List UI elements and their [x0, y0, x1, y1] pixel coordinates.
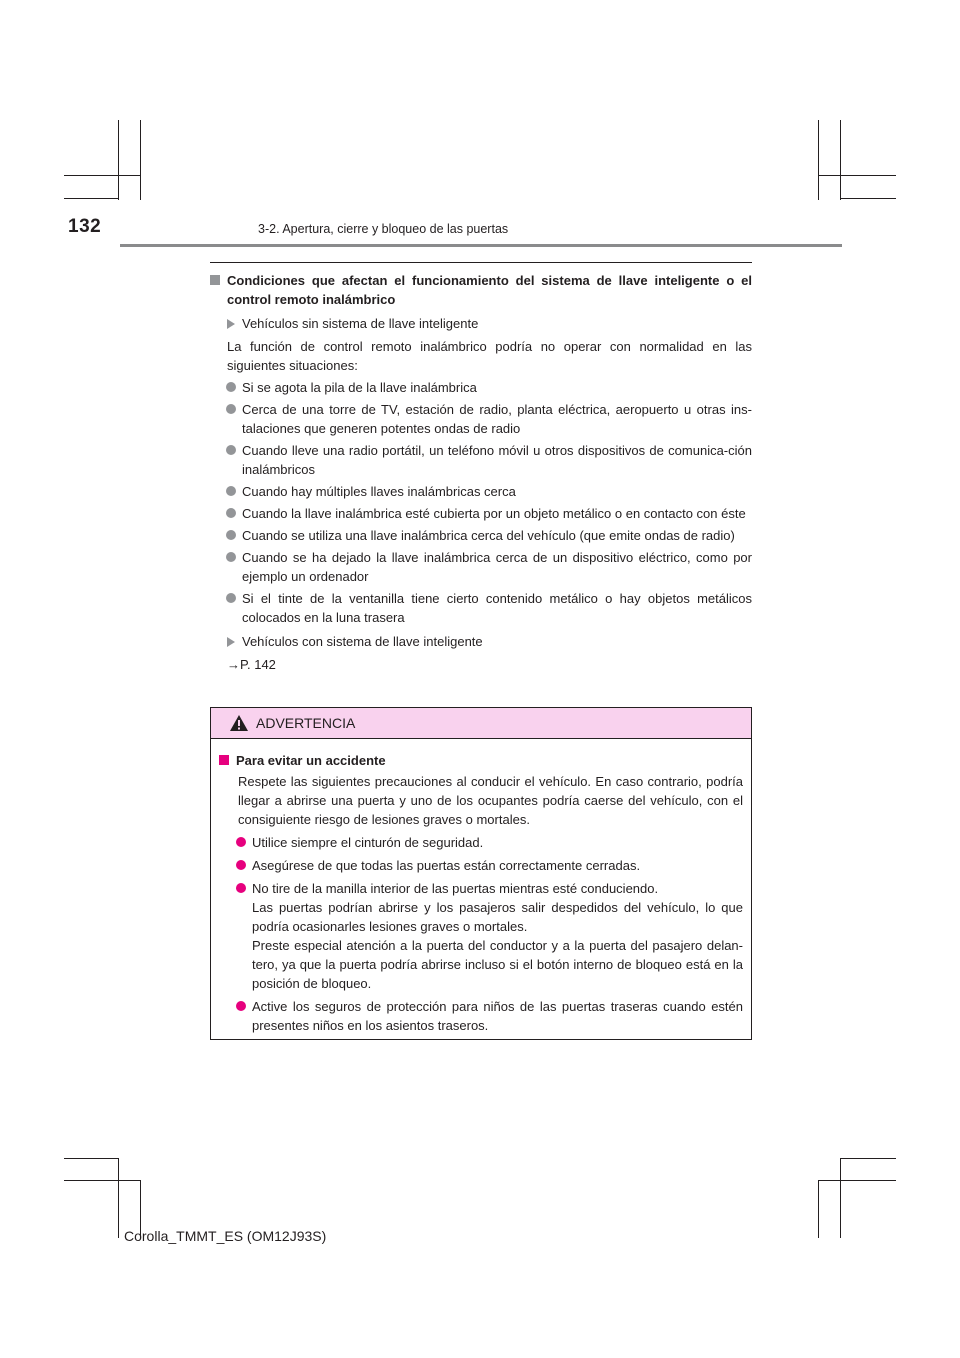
- crop-mark: [840, 198, 896, 199]
- bullet-icon: [226, 530, 236, 540]
- list-item: [210, 589, 752, 627]
- warning-box: [210, 707, 752, 1040]
- divider: [210, 262, 752, 263]
- bullet-icon: [236, 837, 246, 847]
- list-item-text: Preste especial atención a la puerta del conductor y a la puerta del pasajero delan-tero, ya que la puerta podría abrirse incluso si el botón interno de bloqueo está en la posición de bloqueo.: [252, 938, 743, 991]
- subheading: [210, 632, 752, 651]
- list-item: [210, 400, 752, 438]
- list-item-text: Utilice siempre el cinturón de seguridad.: [252, 835, 484, 850]
- crop-mark: [840, 1158, 841, 1238]
- bullet-icon: [226, 382, 236, 392]
- section-title: 3-2. Apertura, cierre y bloqueo de las puertas: [258, 222, 509, 236]
- list-item-text: Cuando lleve una radio portátil, un teléfono móvil u otros dispositivos de comunica-ción inalámbricos: [242, 443, 752, 477]
- triangle-marker-icon: [227, 637, 235, 647]
- crop-mark: [64, 1180, 140, 1181]
- subheading-text: Vehículos con sistema de llave inteligente: [242, 634, 483, 649]
- crop-mark: [818, 175, 896, 176]
- list-item-text: Cuando se ha dejado la llave inalámbrica cerca de un dispositivo eléctrico, como por ejemplo un ordenador: [242, 550, 752, 584]
- header-rule: [120, 244, 842, 247]
- list-item: [210, 482, 752, 501]
- warning-list-item: [219, 833, 743, 852]
- list-item-text: Asegúrese de que todas las puertas están correctamente cerradas.: [252, 858, 641, 873]
- crop-mark: [64, 1158, 119, 1159]
- bullet-icon: [236, 883, 246, 893]
- warning-intro: Respete las siguientes precauciones al conducir el vehículo. En caso contrario, podría llegar a abrirse una puerta y uno de los ocupantes podría caerse del vehículo, con el consiguiente riesgo de lesiones graves o mortales.: [238, 774, 743, 827]
- list-item-text: No tire de la manilla interior de las puertas mientras esté conduciendo.: [252, 881, 659, 896]
- bullet-icon: [236, 1001, 246, 1011]
- warning-heading-text: Para evitar un accidente: [236, 753, 386, 768]
- warning-list-item: [219, 997, 743, 1035]
- warning-title: ADVERTENCIA: [256, 715, 356, 731]
- page-number: 132: [68, 216, 102, 237]
- bullet-icon: [226, 486, 236, 496]
- warning-heading: [219, 751, 743, 770]
- list-item-text: Cuando hay múltiples llaves inalámbricas cerca: [242, 484, 516, 499]
- list-item-text: Si el tinte de la ventanilla tiene cierto contenido metálico o hay objetos metálicos colocados en la luna trasera: [242, 591, 752, 625]
- bullet-icon: [226, 404, 236, 414]
- bullet-icon: [226, 445, 236, 455]
- crop-mark: [840, 120, 841, 200]
- crop-mark: [64, 175, 140, 176]
- warning-list-item: [219, 879, 743, 993]
- list-item: [210, 504, 752, 523]
- intro-paragraph: La función de control remoto inalámbrico podría no operar con normalidad en las siguientes situaciones:: [227, 339, 752, 373]
- triangle-marker-icon: [227, 319, 235, 329]
- bullet-icon: [226, 593, 236, 603]
- crop-mark: [140, 120, 141, 200]
- list-item-text: Las puertas podrían abrirse y los pasajeros salir despedidos del vehículo, lo que podría ocasionarles lesiones graves o mortales.: [252, 900, 743, 934]
- list-item-text: Cerca de una torre de TV, estación de radio, planta eléctrica, aeropuerto u otras ins-talaciones que generen potentes ondas de radio: [242, 402, 752, 436]
- square-marker-icon: [210, 275, 220, 285]
- list-item-text: Si se agota la pila de la llave inalámbrica: [242, 380, 477, 395]
- subheading: [210, 314, 752, 333]
- crop-mark: [64, 198, 119, 199]
- footer-text: Corolla_TMMT_ES (OM12J93S): [124, 1228, 327, 1244]
- list-item-text: Cuando se utiliza una llave inalámbrica cerca del vehículo (que emite ondas de radio): [242, 528, 735, 543]
- crop-mark: [118, 120, 119, 200]
- warning-triangle-icon: [229, 714, 249, 732]
- warning-header: [211, 708, 751, 739]
- subheading-text: Vehículos sin sistema de llave inteligente: [242, 316, 479, 331]
- warning-body: [211, 739, 751, 1035]
- bullet-icon: [226, 508, 236, 518]
- section-heading: [210, 271, 752, 309]
- bullet-icon: [236, 860, 246, 870]
- square-marker-icon: [219, 755, 229, 765]
- crop-mark: [818, 120, 819, 200]
- list-item: [210, 441, 752, 479]
- list-item: [210, 526, 752, 545]
- page-reference-link[interactable]: →P. 142: [227, 657, 276, 672]
- main-content: [210, 262, 752, 674]
- list-item-text: Active los seguros de protección para niños de las puertas traseras cuando estén presentes niños en los asientos traseros.: [252, 999, 743, 1033]
- crop-mark: [818, 1180, 896, 1181]
- bullet-icon: [226, 552, 236, 562]
- list-item-text: Cuando la llave inalámbrica esté cubierta por un objeto metálico o en contacto con éste: [242, 506, 746, 521]
- crop-mark: [118, 1158, 119, 1238]
- warning-list-item: [219, 856, 743, 875]
- section-heading-text: Condiciones que afectan el funcionamiento del sistema de llave inteligente o el control remoto inalámbrico: [227, 273, 752, 307]
- list-item: [210, 378, 752, 397]
- list-item: [210, 548, 752, 586]
- crop-mark: [818, 1180, 819, 1238]
- crop-mark: [840, 1158, 896, 1159]
